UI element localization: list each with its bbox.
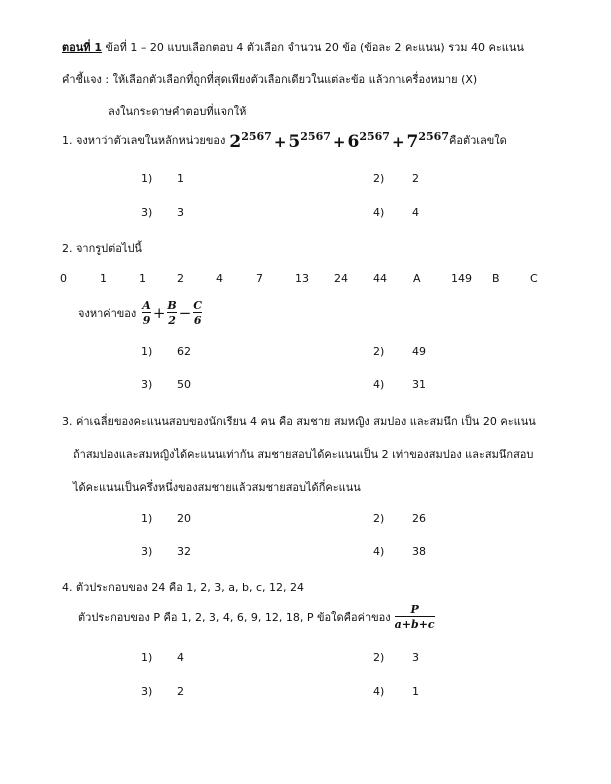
q1-choice-2-num: 2) xyxy=(373,172,385,185)
q1-term: 6 xyxy=(347,132,360,152)
section-label: ตอนที่ 1 xyxy=(62,41,103,54)
q1-exponent: 2567 xyxy=(300,130,331,143)
fraction-p-over-sum xyxy=(395,603,435,631)
q4-line-2: ตัวประกอบของ P คือ 1, 2, 3, 4, 6, 9, 12, 18, P ข้อใดคือค่าของ xyxy=(78,611,391,624)
q1-choice-1-num: 1) xyxy=(141,172,153,185)
fraction-denominator: a+b+c xyxy=(394,618,435,631)
q1-prefix: 1. จงหาว่าตัวเลขในหลักหน่วยของ xyxy=(62,134,226,147)
sequence-term: 44 xyxy=(373,272,387,285)
q1-plus: + xyxy=(332,133,346,151)
q2-choice-2-value: 49 xyxy=(412,345,426,358)
q4-choice-3-num: 3) xyxy=(141,685,153,698)
q4-choice-3-value: 2 xyxy=(177,685,184,698)
fraction-numerator: C xyxy=(193,299,203,312)
q1-suffix: คือตัวเลขใด xyxy=(448,134,507,147)
q3-choice-3-value: 32 xyxy=(177,545,191,558)
q4-choice-4-num: 4) xyxy=(373,685,385,698)
q3-choice-4-num: 4) xyxy=(373,545,385,558)
sequence-term: 1 xyxy=(100,272,107,285)
sequence-term: 24 xyxy=(334,272,348,285)
q2-choice-3-num: 3) xyxy=(141,378,153,391)
q3-line-3: ได้คะแนนเป็นครึ่งหนึ่งของสมชายแล้วสมชายสอบได้กี่คะแนน xyxy=(73,481,361,494)
q2-choice-4-value: 31 xyxy=(412,378,426,391)
instruction-line-2: ลงในกระดาษคำตอบที่แจกให้ xyxy=(108,105,247,118)
fraction-denominator: 6 xyxy=(193,314,202,327)
sequence-term: 13 xyxy=(295,272,309,285)
q3-choice-2-value: 26 xyxy=(412,512,426,525)
sequence-term: 2 xyxy=(177,272,184,285)
instruction-line-1: คำชี้แจง : ให้เลือกตัวเลือกที่ถูกที่สุดเพียงตัวเลือกเดียวในแต่ละข้อ แล้วกาเครื่องหมาย (X) xyxy=(62,73,478,86)
q2-prompt-row xyxy=(78,299,202,327)
sequence-term: 0 xyxy=(60,272,67,285)
q4-line-1: 4. ตัวประกอบของ 24 คือ 1, 2, 3, a, b, c, 12, 24 xyxy=(62,581,305,594)
fraction-numerator: B xyxy=(167,299,177,312)
fraction-a-over-9 xyxy=(142,299,151,327)
q1-choice-4-num: 4) xyxy=(373,206,385,219)
q4-choice-2-value: 3 xyxy=(412,651,419,664)
fraction-c-over-6 xyxy=(193,299,202,327)
q1-term: 5 xyxy=(288,132,301,152)
q4-line-2-row xyxy=(78,603,435,631)
q3-line-2: ถ้าสมปองและสมหญิงได้คะแนนเท่ากัน สมชายสอบได้คะแนนเป็น 2 เท่าของสมปอง และสมนึกสอบ xyxy=(73,448,534,461)
sequence-term: 149 xyxy=(451,272,472,285)
q1-exponent: 2567 xyxy=(359,130,390,143)
section-description: ข้อที่ 1 – 20 แบบเลือกตอบ 4 ตัวเลือก จำนวน 20 ข้อ (ข้อละ 2 คะแนน) รวม 40 คะแนน xyxy=(102,41,524,54)
fraction-denominator: 2 xyxy=(168,314,176,327)
q3-choice-2-num: 2) xyxy=(373,512,385,525)
q2-title: 2. จากรูปต่อไปนี้ xyxy=(62,242,142,255)
sequence-term: B xyxy=(492,272,500,285)
q1-choice-2-value: 2 xyxy=(412,172,419,185)
q2-choice-2-num: 2) xyxy=(373,345,385,358)
q2-choice-1-num: 1) xyxy=(141,345,153,358)
fraction-b-over-2 xyxy=(167,299,176,327)
question-1 xyxy=(62,130,507,152)
q1-term: 2 xyxy=(229,132,242,152)
sequence-term: 4 xyxy=(216,272,223,285)
q1-choice-3-value: 3 xyxy=(177,206,184,219)
q3-choice-1-value: 20 xyxy=(177,512,191,525)
q1-exponent: 2567 xyxy=(241,130,272,143)
q1-expression xyxy=(229,130,449,152)
q1-exponent: 2567 xyxy=(418,130,449,143)
q2-choice-4-num: 4) xyxy=(373,378,385,391)
q4-choice-1-value: 4 xyxy=(177,651,184,664)
q3-choice-4-value: 38 xyxy=(412,545,426,558)
plus-sign: + xyxy=(152,304,166,322)
minus-sign: − xyxy=(178,304,192,322)
fraction-denominator: 9 xyxy=(142,314,151,327)
q1-plus: + xyxy=(391,133,405,151)
q1-term: 7 xyxy=(406,132,419,152)
q4-choice-1-num: 1) xyxy=(141,651,153,664)
sequence-term: A xyxy=(413,272,421,285)
q2-prompt: จงหาค่าของ xyxy=(78,307,137,320)
q4-choice-4-value: 1 xyxy=(412,685,419,698)
q1-choice-3-num: 3) xyxy=(141,206,153,219)
q3-choice-1-num: 1) xyxy=(141,512,153,525)
q3-line-1: 3. ค่าเฉลี่ยของคะแนนสอบของนักเรียน 4 คน คือ สมชาย สมหญิง สมปอง และสมนึก เป็น 20 คะแนน xyxy=(62,415,536,428)
q1-choice-4-value: 4 xyxy=(412,206,419,219)
q2-choice-3-value: 50 xyxy=(177,378,191,391)
q1-plus: + xyxy=(273,133,287,151)
fraction-numerator: P xyxy=(410,603,419,616)
section-header xyxy=(62,38,524,56)
q1-choice-1-value: 1 xyxy=(177,172,184,185)
sequence-term: C xyxy=(530,272,538,285)
sequence-term: 1 xyxy=(139,272,146,285)
fraction-numerator: A xyxy=(142,299,151,312)
sequence-term: 7 xyxy=(256,272,263,285)
q3-choice-3-num: 3) xyxy=(141,545,153,558)
q4-choice-2-num: 2) xyxy=(373,651,385,664)
q2-choice-1-value: 62 xyxy=(177,345,191,358)
